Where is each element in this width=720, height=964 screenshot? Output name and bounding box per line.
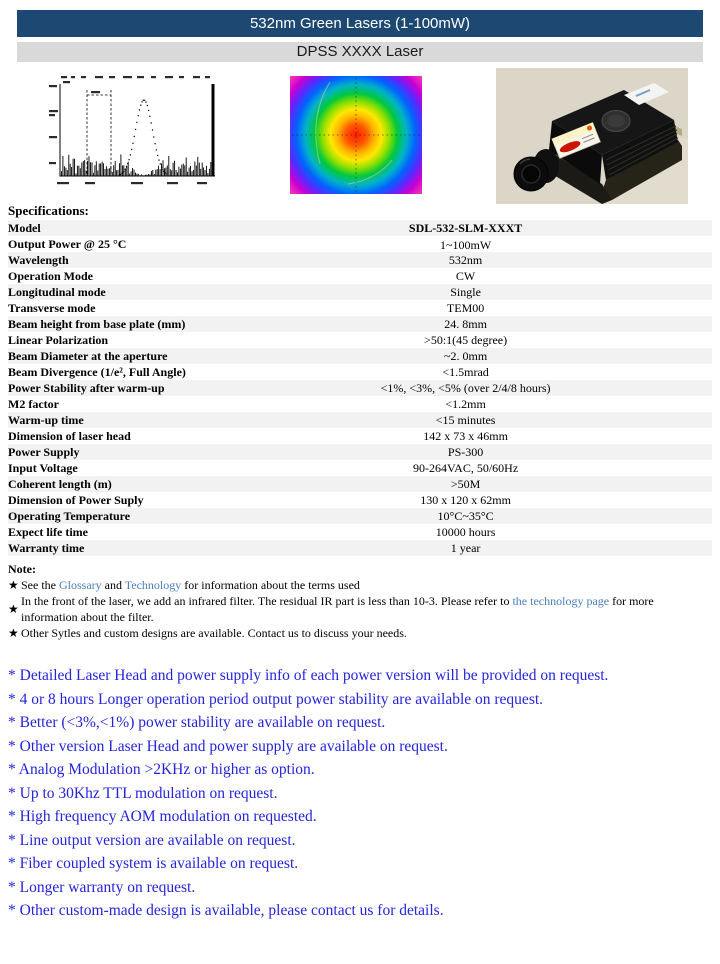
spectrum-plot-image <box>47 72 222 198</box>
spec-row <box>8 476 712 492</box>
beam-profile-image <box>290 76 422 194</box>
spec-label: Model <box>8 220 41 235</box>
spec-value: 142 x 73 x 46mm <box>423 428 508 443</box>
spec-value: 532nm <box>448 252 483 267</box>
spec-row <box>8 492 712 508</box>
spec-value: <15 minutes <box>435 412 496 427</box>
spec-row <box>8 364 712 380</box>
product-page <box>0 10 720 919</box>
note-item <box>8 577 712 593</box>
spec-label: Dimension of Power Suply <box>8 492 144 507</box>
spec-label: Beam height from base plate (mm) <box>8 316 186 331</box>
spec-row <box>8 332 712 348</box>
spec-value: ~2. 0mm <box>444 348 488 363</box>
request-option-item: * Longer warranty on request. <box>8 878 196 896</box>
spec-value: Single <box>450 284 481 299</box>
request-option-item: * Other custom-made design is available, please contact us for details. <box>8 902 444 919</box>
spec-value: >50:1(45 degree) <box>424 332 508 347</box>
spec-row <box>8 412 712 428</box>
spec-label: Wavelength <box>8 252 69 267</box>
page-title: 532nm Green Lasers (1-100mW) <box>17 10 703 37</box>
spec-row <box>8 444 712 460</box>
spec-label: M2 factor <box>8 396 59 411</box>
note-heading: Note: <box>8 562 36 576</box>
spec-row <box>8 524 712 540</box>
spec-label: Operation Mode <box>8 268 93 283</box>
figures-row <box>0 68 720 200</box>
spec-value: >50M <box>450 476 481 491</box>
spec-row <box>8 220 712 236</box>
note-text: In the front of the laser, we add an infrared filter. The residual IR part is less than 10-3. Please refer to the technology page for more information about the filter. <box>21 594 654 624</box>
spec-label: Coherent length (m) <box>8 476 112 491</box>
spec-value: 10°C~35°C <box>437 508 494 523</box>
spec-label: Power Supply <box>8 444 80 459</box>
spec-label: Input Voltage <box>8 460 78 475</box>
request-option-item: * 4 or 8 hours Longer operation period output power stability are available on request. <box>8 690 544 708</box>
spec-value: 1~100mW <box>440 238 492 252</box>
star-icon: ★ <box>8 601 19 616</box>
spec-label: Expect life time <box>8 524 88 539</box>
spec-row <box>8 284 712 300</box>
request-option-item: * Other version Laser Head and power supply are available on request. <box>8 737 448 755</box>
note-text: See the Glossary and Technology for information about the terms used <box>21 578 360 592</box>
request-option-item: * Up to 30Khz TTL modulation on request. <box>8 784 278 802</box>
spec-row <box>8 508 712 524</box>
spec-label: Linear Polarization <box>8 332 109 347</box>
spec-row <box>8 268 712 284</box>
spec-row <box>8 396 712 412</box>
spec-value: TEM00 <box>446 300 485 315</box>
spec-row <box>8 348 712 364</box>
specifications-table <box>8 220 712 556</box>
note-section <box>8 561 712 641</box>
spec-label: Output Power @ 25 °C <box>8 236 127 251</box>
spec-label: Longitudinal mode <box>8 284 106 299</box>
spec-value: 1 year <box>450 540 481 555</box>
spec-value: 10000 hours <box>435 524 496 539</box>
spec-row <box>8 300 712 316</box>
spec-row <box>8 236 712 252</box>
spec-value: <1.2mm <box>445 396 486 411</box>
spectrum-plot <box>47 72 222 198</box>
laser-photo-image <box>496 68 688 204</box>
spec-value: PS-300 <box>447 444 484 459</box>
request-option-item: * High frequency AOM modulation on requested. <box>8 808 317 825</box>
spec-value: 90-264VAC, 50/60Hz <box>413 460 519 475</box>
beam-crosshair-overlay <box>290 76 422 194</box>
request-option-item: * Line output version are available on request. <box>8 831 296 849</box>
request-option-item: * Better (<3%,<1%) power stability are available on request. <box>8 714 386 731</box>
spec-label: Operating Temperature <box>8 508 131 523</box>
request-option-item: * Fiber coupled system is available on request. <box>8 855 299 872</box>
spec-row <box>8 428 712 444</box>
request-options-list <box>8 668 720 919</box>
spec-label: Beam Diameter at the aperture <box>8 348 168 363</box>
spec-label: Dimension of laser head <box>8 428 131 443</box>
star-icon: ★ <box>8 625 19 640</box>
note-item <box>8 625 712 641</box>
note-item <box>8 593 712 625</box>
request-option-item: * Analog Modulation >2KHz or higher as option. <box>8 761 315 778</box>
star-icon: ★ <box>8 577 19 592</box>
spec-value: 24. 8mm <box>444 316 487 331</box>
page-subtitle: DPSS XXXX Laser <box>17 42 703 62</box>
note-link[interactable]: the technology page <box>512 594 610 608</box>
spec-value: SDL-532-SLM-XXXT <box>408 220 523 235</box>
request-option-item: * Detailed Laser Head and power supply info of each power version will be provided on request. <box>8 667 609 684</box>
spec-row <box>8 316 712 332</box>
note-text: Other Sytles and custom designs are available. Contact us to discuss your needs. <box>21 626 407 640</box>
spec-label: Transverse mode <box>8 300 96 315</box>
laser-head-illustration <box>496 68 688 204</box>
spec-label: Beam Divergence (1/e², Full Angle) <box>8 364 186 379</box>
note-link[interactable]: Technology <box>124 578 182 592</box>
spec-value: CW <box>455 268 476 283</box>
spec-row <box>8 252 712 268</box>
spec-row <box>8 540 712 556</box>
spec-row <box>8 380 712 396</box>
note-link[interactable]: Glossary <box>59 578 102 592</box>
spec-value: <1%, <3%, <5% (over 2/4/8 hours) <box>380 380 551 395</box>
spec-row <box>8 460 712 476</box>
spec-value: 130 x 120 x 62mm <box>420 492 511 507</box>
spec-label: Warranty time <box>8 540 85 555</box>
spec-value: <1.5mrad <box>442 364 489 379</box>
spec-label: Power Stability after warm-up <box>8 380 165 395</box>
spec-label: Warm-up time <box>8 412 84 427</box>
specifications-heading: Specifications: <box>8 203 89 218</box>
